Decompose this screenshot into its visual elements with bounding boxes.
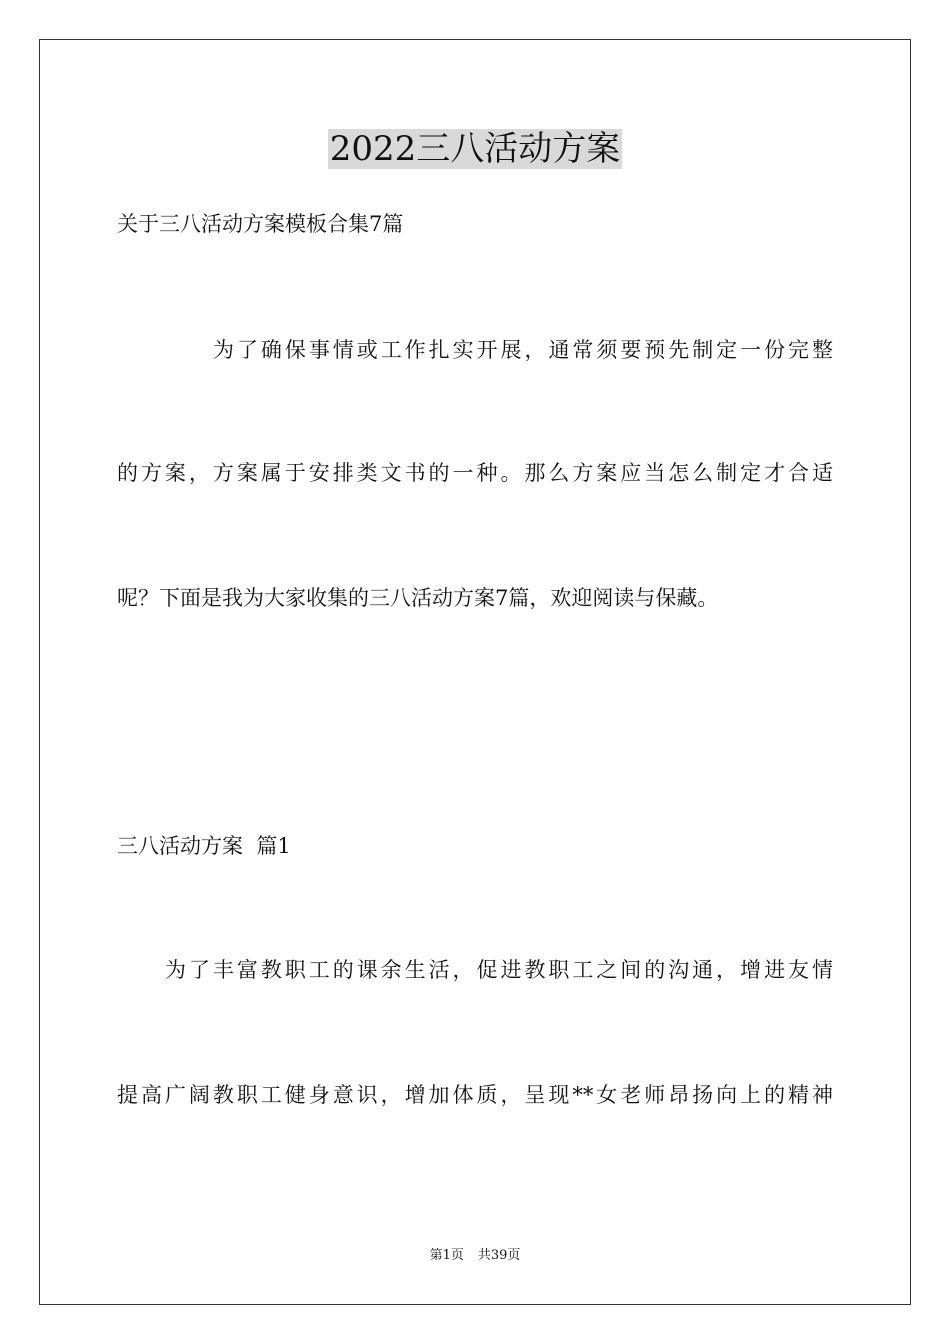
title-highlight: 2022三八活动方案 [329,129,621,169]
intro-line-1: 为了确保事情或工作扎实开展，通常须要预先制定一份完整 [213,338,833,362]
document-title [0,126,950,172]
page-number-current: 第1页 [429,1248,464,1263]
page-footer [0,1246,950,1266]
intro-line-2: 的方案，方案属于安排类文书的一种。那么方案应当怎么制定才合适 [117,461,833,485]
section-heading: 三八活动方案 篇1 [117,834,291,858]
intro-line-3: 呢？下面是我为大家收集的三八活动方案7篇，欢迎阅读与保藏。 [117,586,719,610]
section-line-2: 提高广阔教职工健身意识，增加体质，呈现**女老师昂扬向上的精神 [117,1083,833,1107]
section-line-1: 为了丰富教职工的课余生活，促进教职工之间的沟通，增进友情 [165,958,833,982]
page-number-total: 共39页 [477,1248,521,1263]
document-subtitle: 关于三八活动方案模板合集7篇 [117,212,404,236]
